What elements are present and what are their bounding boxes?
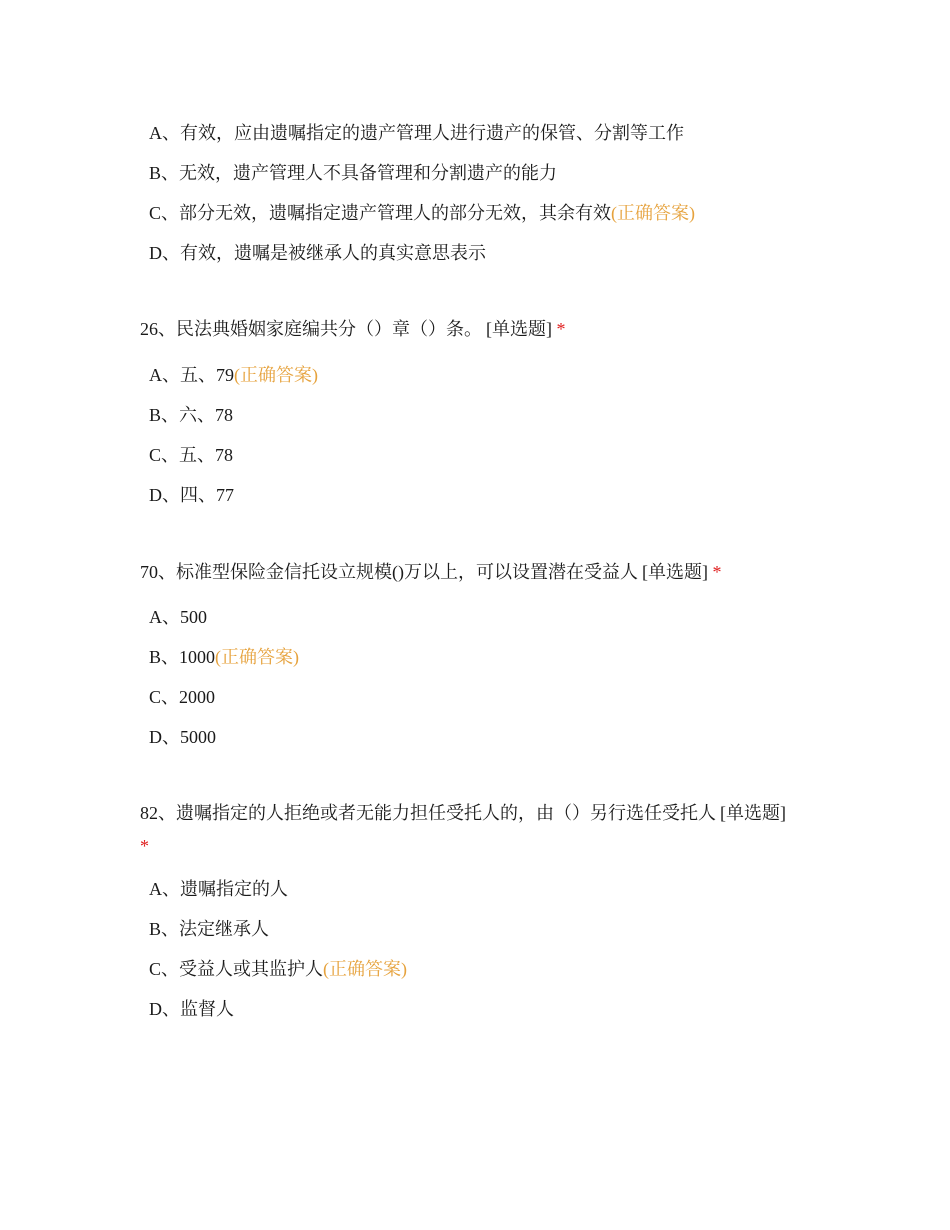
question-text: 82、遗嘱指定的人拒绝或者无能力担任受托人的，由（）另行选任受托人 — [140, 803, 716, 823]
option-text: C、2000 — [149, 687, 216, 707]
option-text: C、五、78 — [149, 445, 234, 465]
option-item — [149, 605, 207, 629]
option-text: B、1000 — [149, 647, 216, 667]
question-title — [140, 801, 786, 825]
correct-answer-mark: (正确答案) — [215, 647, 300, 667]
question-type-tag: [单选题] — [486, 319, 552, 339]
question-title — [140, 560, 722, 584]
question-type-tag: [单选题] — [720, 803, 786, 823]
option-text: D、四、77 — [149, 485, 234, 505]
option-item — [149, 645, 299, 669]
option-item — [149, 917, 269, 941]
question-type-tag: [单选题] — [642, 562, 708, 582]
option-item — [149, 997, 234, 1021]
required-marker: * — [712, 562, 722, 582]
question-title — [140, 317, 566, 341]
option-text: B、法定继承人 — [149, 919, 270, 939]
option-text: A、500 — [149, 607, 207, 627]
option-text: C、部分无效，遗嘱指定遗产管理人的部分无效，其余有效 — [149, 203, 612, 223]
option-text: D、监督人 — [149, 999, 234, 1019]
option-item — [149, 957, 407, 981]
option-item — [149, 483, 234, 507]
correct-answer-mark: (正确答案) — [323, 959, 408, 979]
option-text: D、有效，遗嘱是被继承人的真实意思表示 — [149, 243, 486, 263]
option-text: A、有效，应由遗嘱指定的遗产管理人进行遗产的保管、分割等工作 — [149, 123, 684, 143]
required-marker: * — [140, 836, 149, 856]
option-item — [149, 161, 557, 185]
option-item — [149, 725, 216, 749]
option-text: B、无效，遗产管理人不具备管理和分割遗产的能力 — [149, 163, 558, 183]
option-item — [149, 121, 684, 145]
option-item — [149, 685, 215, 709]
question-text: 70、标准型保险金信托设立规模()万以上，可以设置潜在受益人 — [140, 562, 638, 582]
option-item — [149, 363, 318, 387]
option-text: A、遗嘱指定的人 — [149, 879, 288, 899]
option-text: A、五、79 — [149, 365, 234, 385]
correct-answer-mark: (正确答案) — [611, 203, 696, 223]
question-text: 26、民法典婚姻家庭编共分（）章（）条。 — [140, 319, 482, 339]
correct-answer-mark: (正确答案) — [234, 365, 318, 385]
option-text: C、受益人或其监护人 — [149, 959, 324, 979]
required-marker: * — [556, 319, 566, 339]
option-item — [149, 443, 233, 467]
question-required-line — [140, 834, 149, 858]
option-item — [149, 403, 233, 427]
option-item — [149, 241, 486, 265]
option-item — [149, 877, 288, 901]
option-text: D、5000 — [149, 727, 216, 747]
option-item — [149, 201, 695, 225]
option-text: B、六、78 — [149, 405, 234, 425]
